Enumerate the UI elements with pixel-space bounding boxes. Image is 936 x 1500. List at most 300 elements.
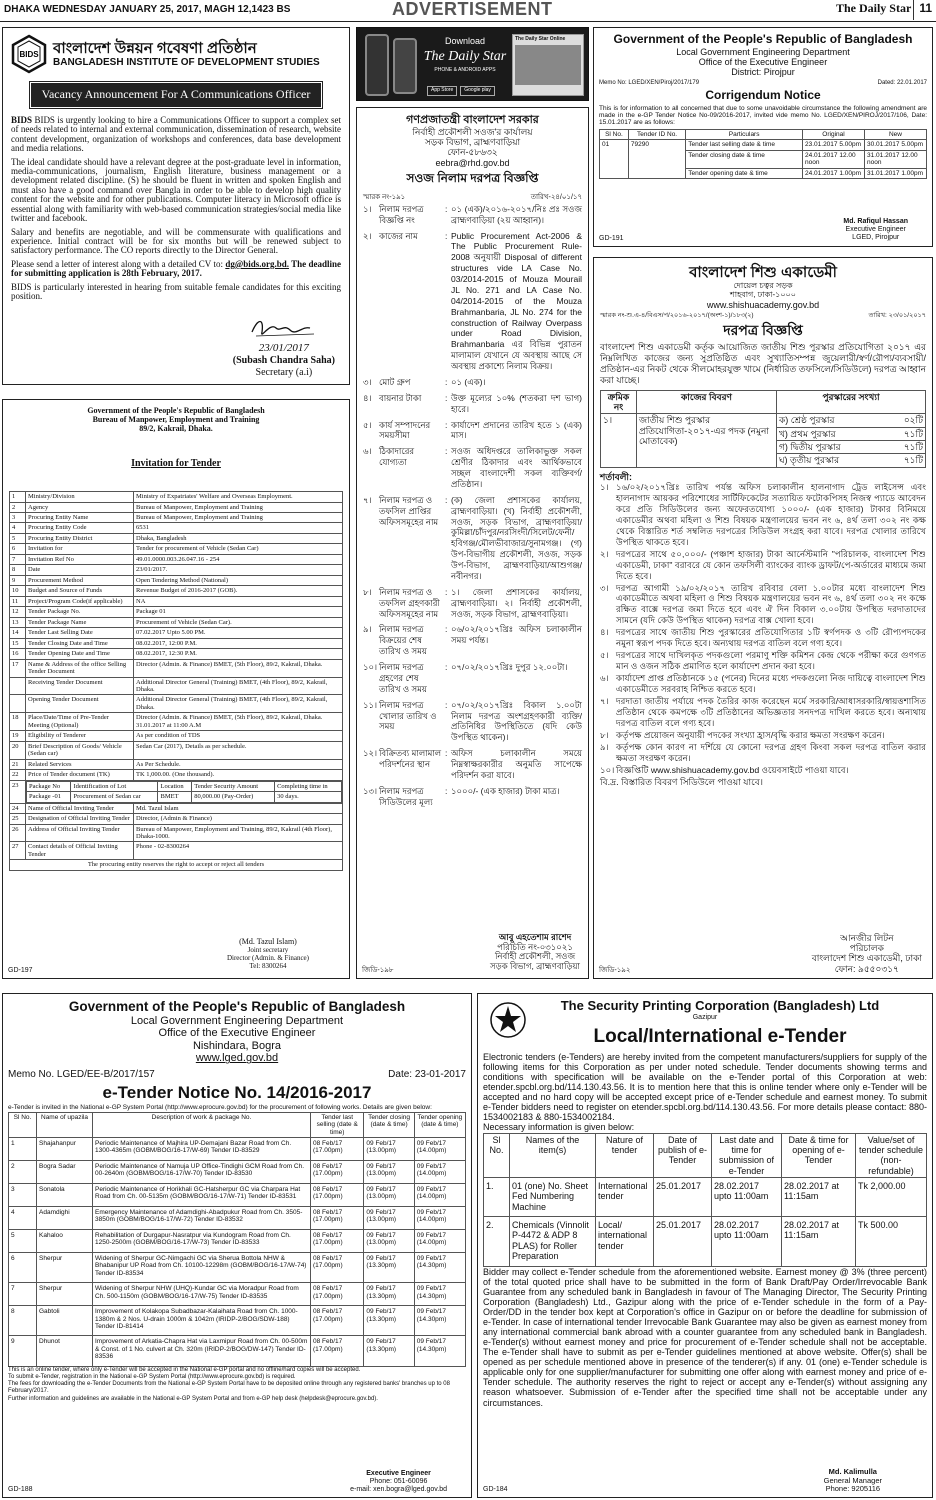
table-cell: Md. Tazul Islam: [134, 803, 343, 813]
table-cell: 2: [10, 502, 26, 512]
table-cell: Bureau of Manpower, Employment and Training: [134, 502, 343, 512]
bogra-table: [8, 1112, 466, 1367]
table-header: Location: [158, 781, 192, 791]
table-cell: Ministry of Expatriates' Welfare and Overseas Employment.: [134, 492, 343, 502]
table-header: কাজের বিবরণ: [637, 390, 777, 414]
bids-para-4: Please send a letter of interest along with a detailed CV to: dg@bids.org.bd. The deadline for submitting application is 28th February, 2017.: [11, 258, 341, 279]
prize-count: ৭১টি: [903, 428, 923, 439]
rhd-row-key: কার্য সম্পাদনের সময়সীমা: [379, 419, 431, 441]
colon: :: [445, 494, 448, 505]
spcbl-body-2: Bidder may collect e-Tender schedule from the aforementioned website. Earnest money @ 3% (three percent) of the total quoted price shall have to be submitted in the form of Bank Draft/Pay Order/Irrevocable Bank Guarantee from any scheduled bank in Bangladesh in favour of The Managing Director, The Security Printing Corporation (Bangladesh) Ltd., Gazipur along with the price of e-Tender schedule in the form of a Pay-Order/DD in the tender box kept at Corporation's office in Gazipur on or before the deadline for submission of e-Tender. In case of international tender Irrevocable Bank Guarantee may also be given as earnest money from any international commercial bank abroad with a counter guarantee from any scheduled bank in Bangladesh. e-Tender(s) without earnest money and price for procurement of e-Tender schedule shall not be acceptable. The e-Tender shall have to submit as per e-Tender guidelines mentioned at above website. Offer(s) shall be opened as per schedule mentioned above in presence of the tenderer(s) if any. 01 (one) e-Tender schedule is applicable only for one supplier/manufacturer for submitting one offer along with earnest money and price of e-Tender schedule. The authority reserves the right to reject or accept any e-Tender(s) without assigning any reason whatsoever. Submission of e-Tender after the specified time shall not be acceptable under any circumstances.: [483, 1266, 927, 1408]
table-cell: 09 Feb/17 (13.00pm): [364, 1183, 414, 1206]
table-cell: Name & Address of the office Selling Tender Document: [26, 659, 134, 677]
table-header: Date & time for opening of e-Tender: [782, 1133, 856, 1177]
table-cell: 8: [9, 1306, 37, 1336]
app-store-button[interactable]: App Store: [427, 86, 457, 96]
table-cell: [777, 454, 926, 467]
shishu-web[interactable]: www.shishuacademy.gov.bd: [706, 299, 820, 310]
pirojpur-office: Office of the Executive Engineer: [698, 57, 828, 68]
table-cell: 27: [10, 842, 26, 860]
condition-text: দরপত্রের সাথে জাতীয় শিশু পুরস্কারের প্রতিযোগিতার ১টি স্বর্ণপদক ও ৩টি রৌপ্যপদকের নমুনা স্বরূপ পদক দিতে হবে। অন্যথায় দরপত্র বাতিল বলে গণ্য হবে।: [616, 627, 926, 649]
table-cell: 10: [10, 586, 26, 596]
table-cell: Project/Program Code(if applicable): [26, 596, 134, 606]
condition-item: [600, 549, 926, 582]
rhd-row: [363, 662, 582, 695]
table-row: [9, 1229, 466, 1252]
table-row: [10, 628, 343, 638]
condition-item: [600, 742, 926, 764]
table-cell: Dhaka, Bangladesh: [134, 533, 343, 543]
spcbl-signer: Md. Kalimulla: [828, 1467, 877, 1477]
paper-name: The Daily Star 11: [835, 1, 932, 15]
table-row: [10, 759, 343, 769]
table-cell: Sherpur: [37, 1283, 93, 1306]
masthead: [0, 0, 936, 22]
table-cell: Contact details of Official Inviting Tender: [26, 842, 134, 860]
app-sub: PHONE & ANDROID APPS: [434, 67, 496, 74]
prize-count: ৭১টি: [903, 441, 923, 452]
table-row: [10, 596, 343, 606]
table-cell: 3: [9, 1183, 37, 1206]
condition-item: [600, 765, 926, 776]
spcbl-emblem-icon: [488, 1000, 528, 1040]
table-cell: Tender Package Name: [26, 617, 134, 627]
table-cell: 5: [9, 1229, 37, 1252]
table-cell: Budget and Source of Funds: [26, 586, 134, 596]
table-cell: Bogra Sadar: [37, 1160, 93, 1183]
table-cell: Tender Package No.: [26, 607, 134, 617]
table-cell: ১।: [601, 414, 637, 467]
rhd-row-value: ০৬/০২/২০১৭খ্রিঃ অফিস চলাকালীন সময় পর্যন্ত।: [451, 624, 582, 646]
pirojpur-memo: Memo No: LGED/XEN/Piroj/2017/179: [599, 79, 700, 86]
table-header: Tender ID No.: [628, 129, 685, 139]
table-cell: 3: [10, 513, 26, 523]
bids-para-5: BIDS is particularly interested in hearing from suitable female candidates for this exciting position.: [11, 281, 341, 302]
table-cell: 08 Feb/17 (17.00pm): [311, 1160, 364, 1183]
rhd-row-number: ৭।: [363, 494, 372, 505]
colon: :: [445, 376, 448, 387]
rhd-office: নির্বাহী প্রকৌশলী সওজ'র কার্যালয়: [412, 126, 533, 137]
table-row: [10, 780, 343, 803]
table-header: Sl No.: [9, 1112, 37, 1137]
colon: :: [445, 586, 448, 597]
table-cell: Bureau of Manpower, Employment and Training, 89/2, Kakrail (4th Floor), Dhaka-1000.: [134, 824, 343, 842]
table-cell: [777, 414, 926, 427]
table-row: [10, 713, 343, 731]
table-cell: 08 Feb/17 (17.00pm): [311, 1252, 364, 1282]
shishu-cond-title: শর্তাবলী:: [600, 471, 632, 482]
rhd-row-key: নিলাম দরপত্র খোলার তারিখ ও সময়: [379, 699, 437, 732]
table-cell: Place/Date/Time of Pre-Tender Meeting (Optional): [26, 713, 134, 731]
bmet-footnote: The procuring entity reserves the right to accept or reject all tenders: [9, 860, 343, 870]
condition-number: ২।: [600, 548, 609, 559]
colon: :: [445, 230, 448, 241]
rhd-row-key: নিলাম দরপত্র বিজ্ঞপ্তি নং: [379, 203, 424, 225]
rhd-division: সড়ক বিভাগ, ব্রাহ্মণবাড়িয়া: [424, 136, 521, 147]
rhd-signer-title: নির্বাহী প্রকৌশলী, সওজ: [494, 951, 576, 962]
bids-logo-icon: [11, 34, 47, 74]
table-header: ক্রমিক নং: [601, 390, 637, 414]
bogra-email[interactable]: e-mail: xen.bogra@lged.gov.bd: [350, 1485, 447, 1493]
table-cell: 08 Feb/17 (17.00pm): [311, 1306, 364, 1336]
table-header: Package No: [27, 781, 71, 791]
table-row: [10, 741, 343, 759]
colon: :: [445, 662, 448, 673]
table-cell: 30.01.2017 5.00pm: [865, 140, 927, 150]
bmet-signer-office: Director (Admin. & Finance): [226, 953, 309, 962]
signature-date: 23/01/2017: [258, 342, 309, 355]
table-cell: 9: [10, 575, 26, 585]
table-row: [10, 575, 343, 585]
shishu-tag: জিডি-১৯২: [599, 966, 631, 974]
table-cell: 20: [10, 741, 26, 759]
table-cell: Gabtoli: [37, 1306, 93, 1336]
table-cell: 25.01.2017: [654, 1217, 712, 1266]
table-row: [10, 523, 343, 533]
rhd-row-number: ১০।: [363, 662, 378, 673]
table-header: Original: [803, 129, 865, 139]
condition-text: দরপত্রের সাথে ৫০,০০০/- (পঞ্চাশ হাজার) টাকা আর্নেস্টমানি "পরিচালক, বাংলাদেশ শিশু একাডেমী, ঢাকা" বরাবরে যে কোন তফসিলী ব্যাংকের ব্যাংক ড্রাফট/পে-অর্ডারের মাধ্যমে জমা দিতে হবে।: [616, 548, 926, 581]
table-cell: 12: [10, 607, 26, 617]
table-cell: 23.01.2017 5.00pm: [803, 140, 865, 150]
table-cell: 28.02.2017 at 11:15am: [782, 1217, 856, 1266]
colon: :: [445, 446, 448, 457]
table-row: [10, 607, 343, 617]
table-row: [10, 770, 343, 780]
table-cell: 16: [10, 649, 26, 659]
table-cell: 08.02.2017, 12:00 P.M.: [134, 638, 343, 648]
rhd-row-value: ০১ (এক)/২০১৬-২০১৭/নিঃ প্রঃ সওজ ব্রাহ্মণবাড়িয়া (২য় আহ্বান)।: [451, 203, 582, 225]
table-cell: 17: [10, 659, 26, 677]
table-row: [10, 803, 343, 813]
table-cell: 09 Feb/17 (14.30pm): [414, 1283, 465, 1306]
table-cell: 1.: [484, 1178, 510, 1217]
shishu-signer: আনজীর লিটন: [840, 932, 894, 943]
table-header: Name of upazila: [37, 1112, 93, 1137]
table-row: [9, 1252, 466, 1282]
table-cell: Director (Admin. & Finance) BMET, (5th Floor), 89/2, Kakrail, Dhaka. 31.01.2017 at 11:00 A.M: [134, 713, 343, 731]
rhd-signer-office: সড়ক বিভাগ, ব্রাহ্মণবাড়িয়া: [490, 961, 580, 972]
shishu-note: বি.দ্র. বিস্তারিত বিবরণ সিডিউলে পাওয়া যাবে।: [600, 776, 763, 787]
table-cell: 7: [10, 554, 26, 564]
bids-ad: [2, 27, 350, 385]
pirojpur-district: District: Pirojpur: [731, 67, 795, 78]
condition-text: কর্তৃপক্ষ কোন কারণ না দর্শিয়ে যে কোনো দরপত্র গ্রহণ কিংবা সকল দরপত্র বাতিল করার ক্ষমতা সংরক্ষণ করেন।: [616, 741, 926, 763]
google-play-button[interactable]: Google play: [460, 86, 495, 96]
condition-text: কার্যাদেশ প্রাপ্ত প্রতিষ্ঠানকে ১৫ (পনের) দিনের মধ্যে পদকগুলো নিজ দায়িত্বে বাংলাদেশ শিশু একাডেমীতে সরবরাহ নিশ্চিত করতে হবে।: [616, 673, 926, 695]
rhd-signer-id: পরিচিতি নং-০৩১০২১: [497, 941, 573, 952]
rhd-row-key: বায়নার টাকা: [379, 392, 422, 403]
shishu-conditions: [600, 482, 926, 776]
shishu-intro: বাংলাদেশ শিশু একাডেমী কর্তৃক আয়োজিত জাতীয় শিশু পুরস্কার প্রতিযোগিতা ২০১৭ এর নিম্নলিখিত কাজের জন্য সুপ্রতিষ্ঠিত এবং সুখ্যাতিসম্পন্ন জুয়েলারী/স্বর্ণ/রৌপ্য/ব্যবসায়ী/প্রতিষ্ঠান-এর নিকট থেকে সীলমোহরযুক্ত খামে (নির্ধারিত তফসিলে/সিডিউলে) দরপত্র আহ্বান করা যাচ্ছে।: [600, 341, 926, 386]
table-row: [10, 565, 343, 575]
table-cell: 30 days.: [275, 792, 342, 802]
rhd-row-key: নিলাম দরপত্র বিক্রয়ের শেষ তারিখ ও সময়: [379, 624, 427, 657]
table-cell: Sonatola: [37, 1183, 93, 1206]
pirojpur-dept: Local Government Engineering Department: [676, 46, 850, 57]
shishu-academy-ad: [593, 257, 933, 979]
condition-text: দরপত্রের সাথে দাখিলকৃত পদকগুলো পরমাণু শক্তি কমিশন কেন্দ্র থেকে পরীক্ষা করে গুণগত মান ও ওজন সঠিক প্রমাণিত হলে কার্যাদেশ প্রদান করা হবে।: [616, 650, 926, 672]
rhd-row: [363, 446, 582, 490]
table-header: Sl No.: [600, 129, 629, 139]
table-cell: 09 Feb/17 (13.30pm): [364, 1252, 414, 1282]
table-row: [10, 695, 343, 713]
rhd-row-value: ০১ (এক)।: [451, 376, 486, 387]
table-row: [484, 1217, 927, 1266]
rhd-table: [363, 204, 582, 808]
rhd-email[interactable]: eebra@rhd.gov.bd: [435, 157, 510, 168]
table-cell: [10, 695, 26, 713]
table-cell: Designation of Official Inviting Tender: [26, 814, 134, 824]
condition-text: দরপত্র আগামী ১৯/০২/২০১৭ তারিখ রবিবার বেলা ১.০০টার মধ্যে বাংলাদেশ শিশু একাডেমীতে অথবা মহিলা ও শিশু বিষয়ক মন্ত্রণালয়ের ভবন নং ৬, ৪র্থ তলা ৩০২ নং কক্ষে রক্ষিত বাক্সে দরপত্র জমা দিতে হবে এবং ঐ দিন বিকাল ৩.০০টায় উপস্থিত দরদাতাদের সামনে (যদি কেউ উপস্থিত থাকেন) দরপত্র বাক্স খোলা হবে।: [616, 582, 926, 626]
table-cell: 09 Feb/17 (13.30pm): [364, 1283, 414, 1306]
spcbl-table: [483, 1133, 927, 1267]
table-cell: 09 Feb/17 (14.00pm): [414, 1160, 465, 1183]
pirojpur-date: Dated: 22.01.2017: [877, 79, 927, 86]
rhd-gov: গণপ্রজাতন্ত্রী বাংলাদেশ সরকার: [406, 114, 539, 126]
table-cell: Improvement of Arkatia-Chapra Hat via Laxmipur Road from Ch. 00-500m & Const. of 1 No. culvert at Ch. 320m (IRIDP-2/BOG/DW-147) Tender ID-83536: [93, 1336, 311, 1366]
table-header: Particulars: [686, 129, 803, 139]
table-row: [9, 1283, 466, 1306]
bmet-signer-title: Joint secretary: [247, 945, 289, 954]
table-cell: BMET: [158, 792, 192, 802]
table-cell: As Per Schedule.: [134, 759, 343, 769]
table-row: [9, 1183, 466, 1206]
lged-pirojpur-ad: [593, 27, 933, 247]
rhd-row-key: কাজের নাম: [379, 230, 418, 241]
table-row: [10, 731, 343, 741]
table-header: Identification of Lot: [71, 781, 158, 791]
bids-email-link[interactable]: dg@bids.org.bd.: [225, 258, 289, 269]
condition-item: [600, 627, 926, 649]
bids-para-1: BIDS BIDS is urgently looking to hire a Communications Officer to support a complex set of needs related to internal and external communication, dissemination of research, website content development, organization of workshops and conferences, data base development and media relations.: [11, 114, 342, 154]
rhd-row-number: ১৩।: [363, 785, 378, 796]
table-row: [9, 1138, 466, 1161]
table-row: [9, 1336, 466, 1366]
spcbl-tag: GD-184: [483, 1485, 508, 1493]
shishu-title: দরপত্র বিজ্ঞপ্তি: [723, 322, 803, 339]
corrigendum-body: This is for information to all concerned that due to some unavoidable circumstance the following amendment are made in the e-GP Tender Notice No-09/2016-2017, invited vide memo No. LGED/XEN/PIROJ/2017/106, Date: 15.01.2017 are as follows:: [599, 104, 927, 127]
table-row: [10, 649, 343, 659]
rhd-row-number: ৫।: [363, 419, 372, 430]
rhd-row-number: ৬।: [363, 446, 372, 457]
table-cell: Tender Closing Date and Time: [26, 638, 134, 648]
pirojpur-signer-office: LGED, Pirojpur: [852, 233, 900, 241]
rhd-row: [363, 786, 582, 808]
table-header: Tender Security Amount: [192, 781, 275, 791]
condition-item: [600, 482, 926, 548]
table-cell: 09 Feb/17 (14.00pm): [414, 1229, 465, 1252]
table-cell: Periodic Maintenance of Horikhali GC-Hatsherpur GC via Charpara Hat Road from Ch. 00-5135m (GOBM/BOG/16-17/W-71) Tender ID-83531: [93, 1183, 311, 1206]
table-cell: Procuring Entity Code: [26, 523, 134, 533]
bogra-date: Date: 23-01-2017: [388, 1069, 466, 1081]
shishu-name: বাংলাদেশ শিশু একাডেমী: [689, 264, 837, 281]
bogra-web[interactable]: www.lged.gov.bd: [195, 1052, 279, 1065]
daily-star-app-ad[interactable]: [356, 27, 589, 101]
rhd-row-number: ৯।: [363, 624, 372, 635]
table-cell: 09 Feb/17 (14.00pm): [414, 1183, 465, 1206]
table-cell: As per condition of TDS: [134, 731, 343, 741]
bmet-table: [9, 491, 343, 860]
shishu-phone: ফোন: ৯৫৫০৩১৭: [834, 963, 899, 974]
table-cell: Revenue Budget of 2016-2017 (GOB).: [134, 586, 343, 596]
table-header: Description of work & package No.: [93, 1112, 311, 1137]
shishu-signer-title: পরিচালক: [849, 942, 884, 953]
table-row: [10, 586, 343, 596]
table-header: পুরস্কারের সংখ্যা: [777, 390, 926, 414]
table-cell: Tk 500.00: [856, 1217, 927, 1266]
rhd-row: [363, 495, 582, 582]
rhd-memo-date: তারিখ-২৪/০১/১৭: [530, 193, 582, 201]
condition-number: ৬।: [600, 673, 609, 684]
rhd-row-key: নিলাম দরপত্র গ্রহণের শেষ তারিখ ও সময়: [379, 662, 427, 694]
rhd-row-key: নিলাম দরপত্র ও তফসিল গ্রহণকারী অফিসসমূহের নাম: [379, 586, 440, 619]
table-header: Value/set of tender schedule (non-refundable): [856, 1133, 927, 1177]
table-cell: 2: [9, 1160, 37, 1183]
corrigendum-title: Corrigendum Notice: [705, 87, 821, 102]
table-cell: 24.01.2017 1.00pm: [803, 168, 865, 178]
bids-signer-title: Secretary (a.i): [255, 366, 313, 378]
rhd-row-number: ৪।: [363, 392, 372, 403]
lged-bogra-ad: [2, 993, 472, 1498]
table-cell: জাতীয় শিশু পুরস্কার প্রতিযোগিতা-২০১৭-এর পদক (নমুনা মোতাবেক): [637, 414, 777, 467]
table-cell: Periodic Maintenance of Majhira UP-Demajani Bazar Road from Ch. 1300-4365m (GOBM/BOG/16-17/W-69) Tender ID-83529: [93, 1138, 311, 1161]
table-cell: Receiving Tender Document: [26, 677, 134, 695]
table-row: [10, 638, 343, 648]
table-row: [10, 502, 343, 512]
colon: :: [445, 419, 448, 430]
spcbl-name: The Security Printing Corporation (Bangladesh) Ltd: [560, 998, 880, 1013]
rhd-row-value: সওজ অধিদপ্তরে তালিকাভুক্ত সকল শ্রেণীর ঠিকাদার এবং আর্থিকভাবে সচ্ছল বাংলাদেশী সকল ব্যক্তিবর্গ/প্রতিষ্ঠান।: [451, 446, 582, 489]
pirojpur-tag: GD-191: [599, 234, 624, 242]
table-header: Tender last selling (date & time): [311, 1112, 364, 1137]
table-cell: 23: [10, 780, 26, 803]
table-cell: Tender opening date & time: [686, 168, 803, 178]
table-cell: 2.: [484, 1217, 510, 1266]
table-cell: Ministry/Division: [26, 492, 134, 502]
condition-number: ৭।: [600, 696, 609, 707]
daily-star-logo: The Daily Star: [423, 49, 507, 65]
shishu-memo: স্মারক নং-শু.এ-৪/বিএস/প/২০১৬-২০১৭/(অংশ-১)/১৮৩(২): [600, 311, 754, 319]
table-cell: Tender Opening Date and Time: [26, 649, 134, 659]
table-cell: 25: [10, 814, 26, 824]
rhd-row: [363, 393, 582, 415]
table-cell: 08 Feb/17 (17.00pm): [311, 1206, 364, 1229]
table-cell: Widening of Sherpur NHW (UHQ)-Kundar GC via Moradpur Road from Ch. 500-1150m (GOBM/BOG/16-17/W-75) Tender ID-83535: [93, 1283, 311, 1306]
table-cell: 15: [10, 638, 26, 648]
table-cell: Invitation Ref No: [26, 554, 134, 564]
bogra-place: Nishindara, Bogra: [192, 1039, 282, 1052]
table-cell: Kahaloo: [37, 1229, 93, 1252]
condition-item: [600, 696, 926, 729]
rhd-row: [363, 377, 582, 388]
rhd-row-key: নিলাম দরপত্র ও তফসিল প্রাপ্তির অফিসসমূহের নাম: [379, 494, 439, 527]
prize-count: ৭১টি: [903, 455, 923, 466]
table-cell: 24.01.2017 12.00 noon: [803, 150, 865, 168]
table-row: [10, 533, 343, 543]
table-cell: Open Tendering Method (National): [134, 575, 343, 585]
rhd-row-value: অফিস চলাকালীন সময়ে নিম্নস্বাক্ষরকারীর অনুমতি সাপেক্ষে পরিদর্শন করা যাবে।: [451, 748, 582, 780]
table-cell: 22: [10, 770, 26, 780]
rhd-row-key: নিলাম দরপত্র সিডিউলের মূল্য: [379, 785, 433, 807]
table-cell: 08 Feb/17 (17.00pm): [311, 1138, 364, 1161]
condition-number: ১।: [600, 481, 609, 492]
rhd-title: সওজ নিলাম দরপত্র বিজ্ঞপ্তি: [406, 171, 539, 186]
rhd-row-value: Public Procurement Act-2006 & The Public Procurement Rule-2008 অনুযায়ী Disposal of different structures vide LA Case No. 03/2014-2015 of Mouza Mourail JL No. 271 and LA Case No. 04/2014-2015 of the Mouza Brahmanbaria, JL No. 274 for the construction of Railway Overpass under Road Division, Brahmanbaria এর বিভিন্ন পুরাতন মালামাল যেখানে যে অবস্থায় আছে সে অবস্থায় প্রকাশ্যে নিলাম বিক্রয়।: [451, 230, 582, 372]
colon: :: [445, 392, 448, 403]
condition-number: ৯।: [600, 741, 609, 752]
table-cell: Director, (Admin & Finance): [134, 814, 343, 824]
table-cell: Widening of Sherpur GC-Nimgachi GC via Sherua Bottola NHW & Bhabanipur UP Road from Ch. 10100-12298m (GOBM/BOG/16-17/W-74) Tender ID-83534: [93, 1252, 311, 1282]
condition-number: ৮।: [600, 729, 609, 740]
table-row: [10, 659, 343, 677]
table-cell: 1: [9, 1138, 37, 1161]
table-cell: 09 Feb/17 (14.30pm): [414, 1336, 465, 1366]
table-row: [10, 677, 343, 695]
condition-number: ৩।: [600, 582, 609, 593]
signature-icon: [244, 314, 324, 344]
table-cell: 21: [10, 759, 26, 769]
table-cell: Package -01: [27, 792, 71, 802]
colon: :: [445, 748, 448, 759]
pirojpur-gov: Government of the People's Republic of Bangladesh: [613, 32, 913, 46]
table-cell: 09 Feb/17 (13.30pm): [364, 1336, 414, 1366]
table-cell: Procurement Method: [26, 575, 134, 585]
rhd-row-number: ৩।: [363, 376, 372, 387]
table-row: [10, 814, 343, 824]
rhd-memo: স্মারক নং-১৯১: [363, 193, 406, 201]
table-cell: 49.01.0000.003.26.047.16 - 254: [134, 554, 343, 564]
rhd-row-number: ১।: [363, 203, 372, 214]
rhd-row-value: (ক) জেলা প্রশাসকের কার্যালয়, ব্রাহ্মণবাড়িয়া। (খ) নির্বাহী প্রকৌশলী, সওজ, সড়ক বিভাগ, ব্রাহ্মণবাড়িয়া/কুমিল্লা/চাঁদপুর/নরসিংদী/সিলেট/ফেনী/হবিগঞ্জ/মৌলভীবাজার/সুনামগঞ্জ। (গ) উপ-বিভাগীয় প্রকৌশলী, সওজ, সড়ক উপ-বিভাগ, ব্রাহ্মণবাড়িয়া/আশুগঞ্জ/নবীনগর।: [451, 494, 582, 581]
table-cell: [777, 440, 926, 453]
table-header: Date of publish of e-Tender: [654, 1133, 712, 1177]
table-cell: 9: [9, 1336, 37, 1366]
table-header: Names of the item(s): [510, 1133, 596, 1177]
svg-text:BIDS: BIDS: [19, 50, 39, 59]
bmet-tag: GD-197: [8, 966, 33, 974]
table-row: [10, 513, 343, 523]
table-cell: 08 Feb/17 (17.00pm): [311, 1283, 364, 1306]
spcbl-body: Electronic tenders (e-Tenders) are hereby invited from the competent manufacturers/suppliers for supply of the following items for this Corporation as per under noted schedule. Tender documents showing terms and conditions with specification will be available on the e-Tender portal of this Corporation at web: etender.spcbl.org.bd/114.130.43.56. It is to mention here that this is online tender where only e-Tender will be accepted and no hard copy will be accepted except price of e-Tender schedule and earnest money. To submit e-Tender bidders need to register on etender.spcbl.org.bd/114.130.43.56. For more details please contact: 880-1534002183 & 880-1534002184.: [483, 1051, 927, 1123]
shishu-date: তারিখ: ২৩/০১/২০১৭: [868, 311, 926, 319]
condition-text: কর্তৃপক্ষ প্রয়োজন অনুযায়ী পদকের সংখ্যা হ্রাস/বৃদ্ধি করার ক্ষমতা সংরক্ষণ করেন।: [616, 729, 885, 740]
prize-name: ক) শ্রেষ্ঠ পুরস্কার: [779, 415, 835, 426]
table-cell: Bureau of Manpower, Employment and Training: [134, 513, 343, 523]
bids-signer: (Subash Chandra Saha): [232, 355, 335, 366]
bogra-tag: GD-188: [8, 1485, 33, 1493]
bogra-signer-title: Executive Engineer: [366, 1469, 431, 1477]
table-cell: NA: [134, 596, 343, 606]
rhd-row-value: ১০০০/- (এক হাজার) টাকা মাত্র।: [451, 785, 560, 796]
table-cell: 28.02.2017 upto 11:00am: [712, 1178, 782, 1217]
rhd-row: [363, 624, 582, 657]
table-cell: Invitation for: [26, 544, 134, 554]
table-cell: 6531: [134, 523, 343, 533]
spcbl-title: Local/International e-Tender: [593, 1025, 847, 1047]
table-row: [600, 140, 927, 150]
table-cell: 26: [10, 824, 26, 842]
download-label: Download: [444, 36, 486, 46]
bmet-name: Bureau of Manpower, Employment and Training: [92, 415, 260, 425]
rhd-row: [363, 700, 582, 744]
table-row: [9, 1306, 466, 1336]
phone-icon: [393, 38, 417, 94]
spcbl-info: Necessary information is given below:: [483, 1122, 635, 1133]
bogra-dept: Local Government Engineering Department: [130, 1014, 344, 1027]
rhd-row-number: ১১।: [363, 699, 378, 710]
rhd-row-key: ঠিকাদারের যোগ্যতা: [379, 446, 415, 468]
